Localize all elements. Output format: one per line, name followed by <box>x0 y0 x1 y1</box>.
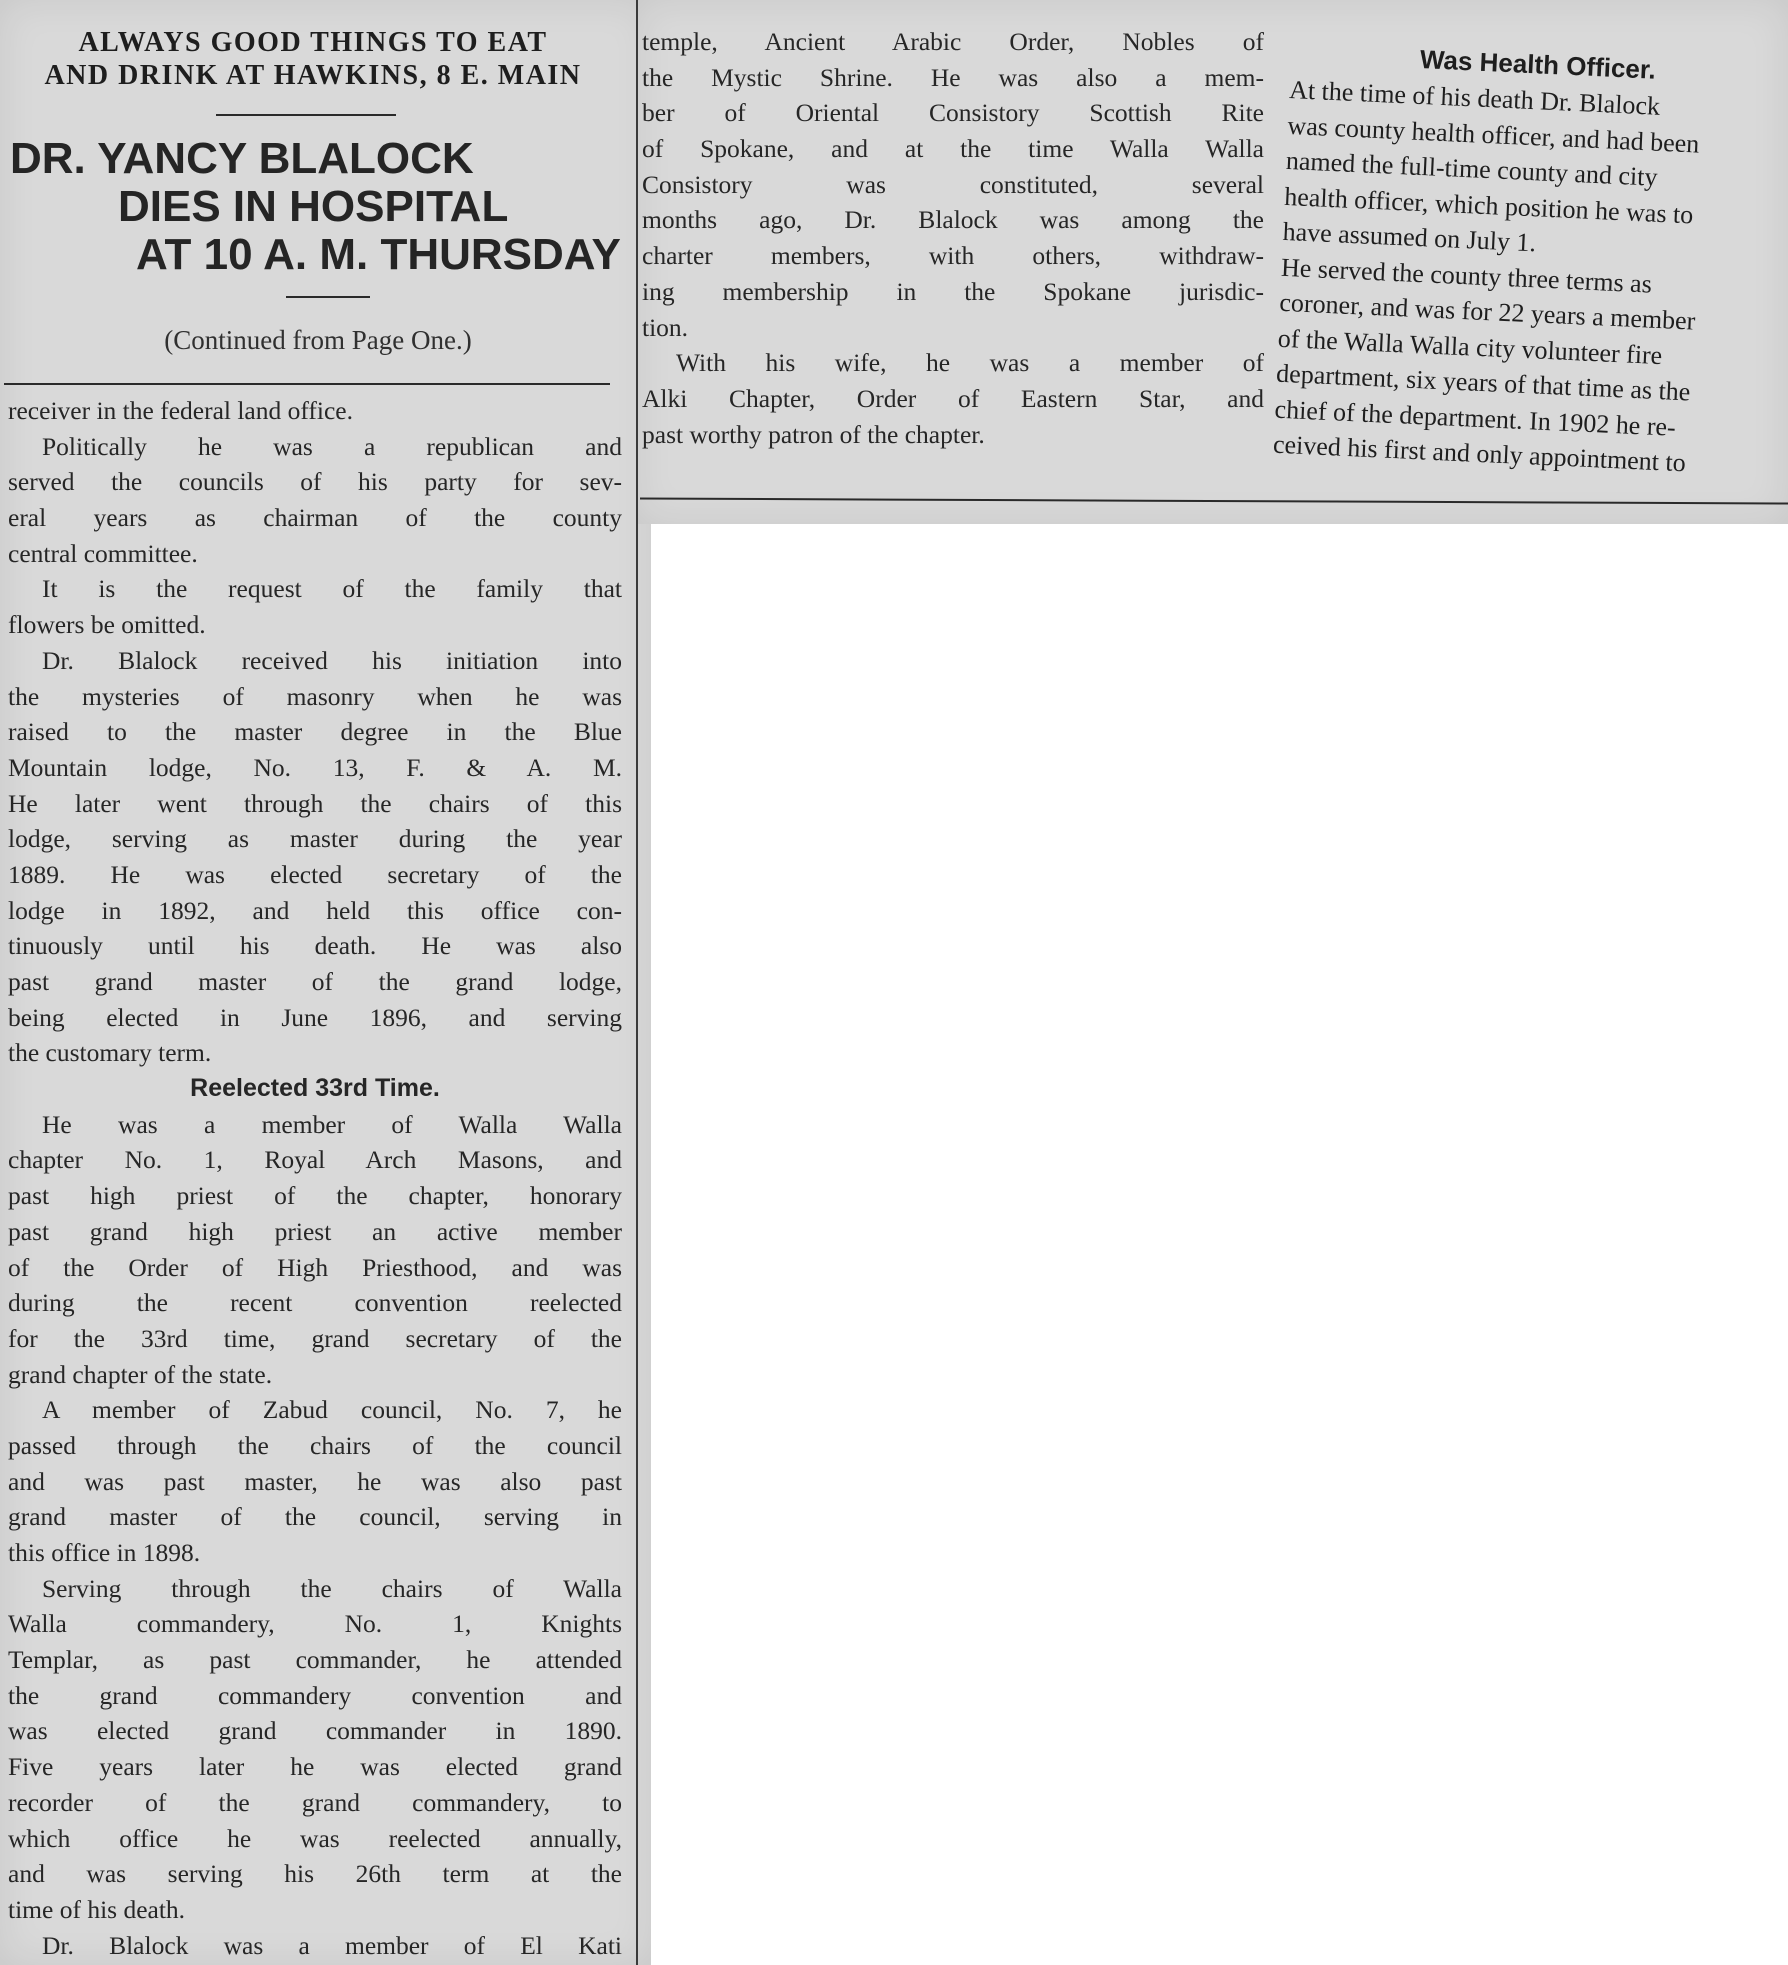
article-line: tion. <box>642 312 689 342</box>
middle-column <box>642 24 1264 452</box>
article-line: receiver in the federal land office. <box>8 396 353 425</box>
article-line: months ago, Dr. Blalock was among the <box>642 205 1264 235</box>
article-line: recorder of the grand commandery, to <box>8 1787 622 1817</box>
article-line: and was past master, he was also past <box>8 1466 622 1496</box>
article-line: With his wife, he was a member of <box>676 348 1264 378</box>
article-line: time of his death. <box>8 1894 186 1924</box>
article-line: Politically he was a republican and <box>42 431 622 461</box>
article-line: being elected in June 1896, and serving <box>8 1002 622 1032</box>
article-line: tinuously until his death. He was also <box>8 931 622 961</box>
article-line: ber of Oriental Consistory Scottish Rite <box>642 98 1264 128</box>
article-line: temple, Ancient Arabic Order, Nobles of <box>642 27 1264 56</box>
article-line: Serving through the chairs of Walla <box>42 1573 622 1603</box>
article-line: lodge, serving as master during the year <box>8 824 622 854</box>
article-line: of Spokane, and at the time Walla Walla <box>642 134 1264 164</box>
article-line: Mountain lodge, No. 13, F. & A. M. <box>8 752 622 782</box>
article-line: eral years as chairman of the county <box>8 503 622 533</box>
article-line: Templar, as past commander, he attended <box>8 1645 622 1675</box>
article-line: the customary term. <box>8 1038 212 1068</box>
ad-line-2: AND DRINK AT HAWKINS, 8 E. MAIN <box>44 60 582 91</box>
column-divider-left <box>636 0 638 1965</box>
article-line: was county health officer, and had been <box>1286 110 1700 159</box>
article-line: A member of Zabud council, No. 7, he <box>42 1395 622 1425</box>
article-line: past grand master of the grand lodge, <box>8 967 622 996</box>
article-line: this office in 1898. <box>8 1538 201 1567</box>
section-rule <box>4 383 610 385</box>
article-line: for the 33rd time, grand secretary of the <box>8 1323 622 1353</box>
headline-line-2: DIES IN HOSPITAL <box>118 182 509 231</box>
article-line: charter members, with others, withdraw- <box>642 241 1264 271</box>
article-line: grand master of the council, serving in <box>8 1502 622 1532</box>
article-line: 1889. He was elected secretary of the <box>8 859 622 889</box>
article-line: He later went through the chairs of this <box>8 788 622 818</box>
article-line: which office he was reelected annually, <box>8 1823 622 1853</box>
article-line: named the full-time county and city <box>1285 145 1659 192</box>
article-line: Reelected 33rd Time. <box>190 1074 440 1103</box>
article-line: ceived his first and only appointment to <box>1272 429 1687 478</box>
article-line: central committee. <box>8 538 198 568</box>
article-line: It is the request of the family that <box>42 574 622 604</box>
headline-line-3: AT 10 A. M. THURSDAY <box>136 230 621 279</box>
article-line: and was serving his 26th term at the <box>8 1859 622 1889</box>
article-line: past grand high priest an active member <box>8 1216 622 1246</box>
article-line: was elected grand commander in 1890. <box>8 1716 622 1746</box>
article-line: the Mystic Shrine. He was also a mem- <box>642 62 1264 92</box>
article-line: the grand commandery convention and <box>8 1680 622 1710</box>
article-line: of the Order of High Priesthood, and was <box>8 1252 622 1282</box>
article-line: passed through the chairs of the council <box>8 1430 622 1460</box>
article-line: Alki Chapter, Order of Eastern Star, and <box>642 383 1264 413</box>
article-line: during the recent convention reelected <box>8 1288 622 1318</box>
article-line: Dr. Blalock received his initiation into <box>42 645 622 675</box>
article-line: Dr. Blalock was a member of El Kati <box>42 1930 622 1960</box>
article-line: health officer, which position he was to <box>1283 181 1694 229</box>
article-line: Walla commandery, No. 1, Knights <box>8 1609 622 1639</box>
article-line: past high priest of the chapter, honorary <box>8 1181 622 1211</box>
right-column <box>1272 72 1769 484</box>
article-line: lodge in 1892, and held this office con- <box>8 895 622 925</box>
ad-line-1: ALWAYS GOOD THINGS TO EAT <box>78 27 548 58</box>
article-line: chief of the department. In 1902 he re- <box>1274 394 1677 442</box>
right-subhead: Was Health Officer. <box>1419 44 1657 85</box>
article-line: Five years later he was elected grand <box>8 1752 622 1782</box>
headline-divider <box>286 296 370 298</box>
article-line: He was a member of Walla Walla <box>42 1109 622 1139</box>
article-line: flowers be omitted. <box>8 610 206 640</box>
article-line: coroner, and was for 22 years a member <box>1278 287 1697 336</box>
article-line: of the Walla Walla city volunteer fire <box>1277 323 1663 370</box>
left-column <box>8 393 622 1963</box>
article-line: ing membership in the Spokane jurisdic- <box>642 276 1264 306</box>
article-line: Consistory was constituted, several <box>642 169 1264 199</box>
article-line: chapter No. 1, Royal Arch Masons, and <box>8 1145 622 1175</box>
ad-divider <box>216 114 396 116</box>
headline-line-1: DR. YANCY BLALOCK <box>10 134 474 183</box>
article-line: grand chapter of the state. <box>8 1359 273 1389</box>
article-line: served the councils of his party for sev- <box>8 467 622 497</box>
advertisement-banner <box>8 26 618 92</box>
article-line: department, six years of that time as the <box>1275 358 1691 407</box>
article-line: At the time of his death Dr. Blalock <box>1288 74 1661 121</box>
article-line: past worthy patron of the chapter. <box>642 419 985 449</box>
article-line: He served the county three terms as <box>1280 252 1653 299</box>
continued-note: (Continued from Page One.) <box>164 325 472 355</box>
article-line: have assumed on July 1. <box>1282 216 1537 258</box>
article-line: the mysteries of masonry when he was <box>8 681 622 711</box>
article-line: raised to the master degree in the Blue <box>8 717 622 747</box>
